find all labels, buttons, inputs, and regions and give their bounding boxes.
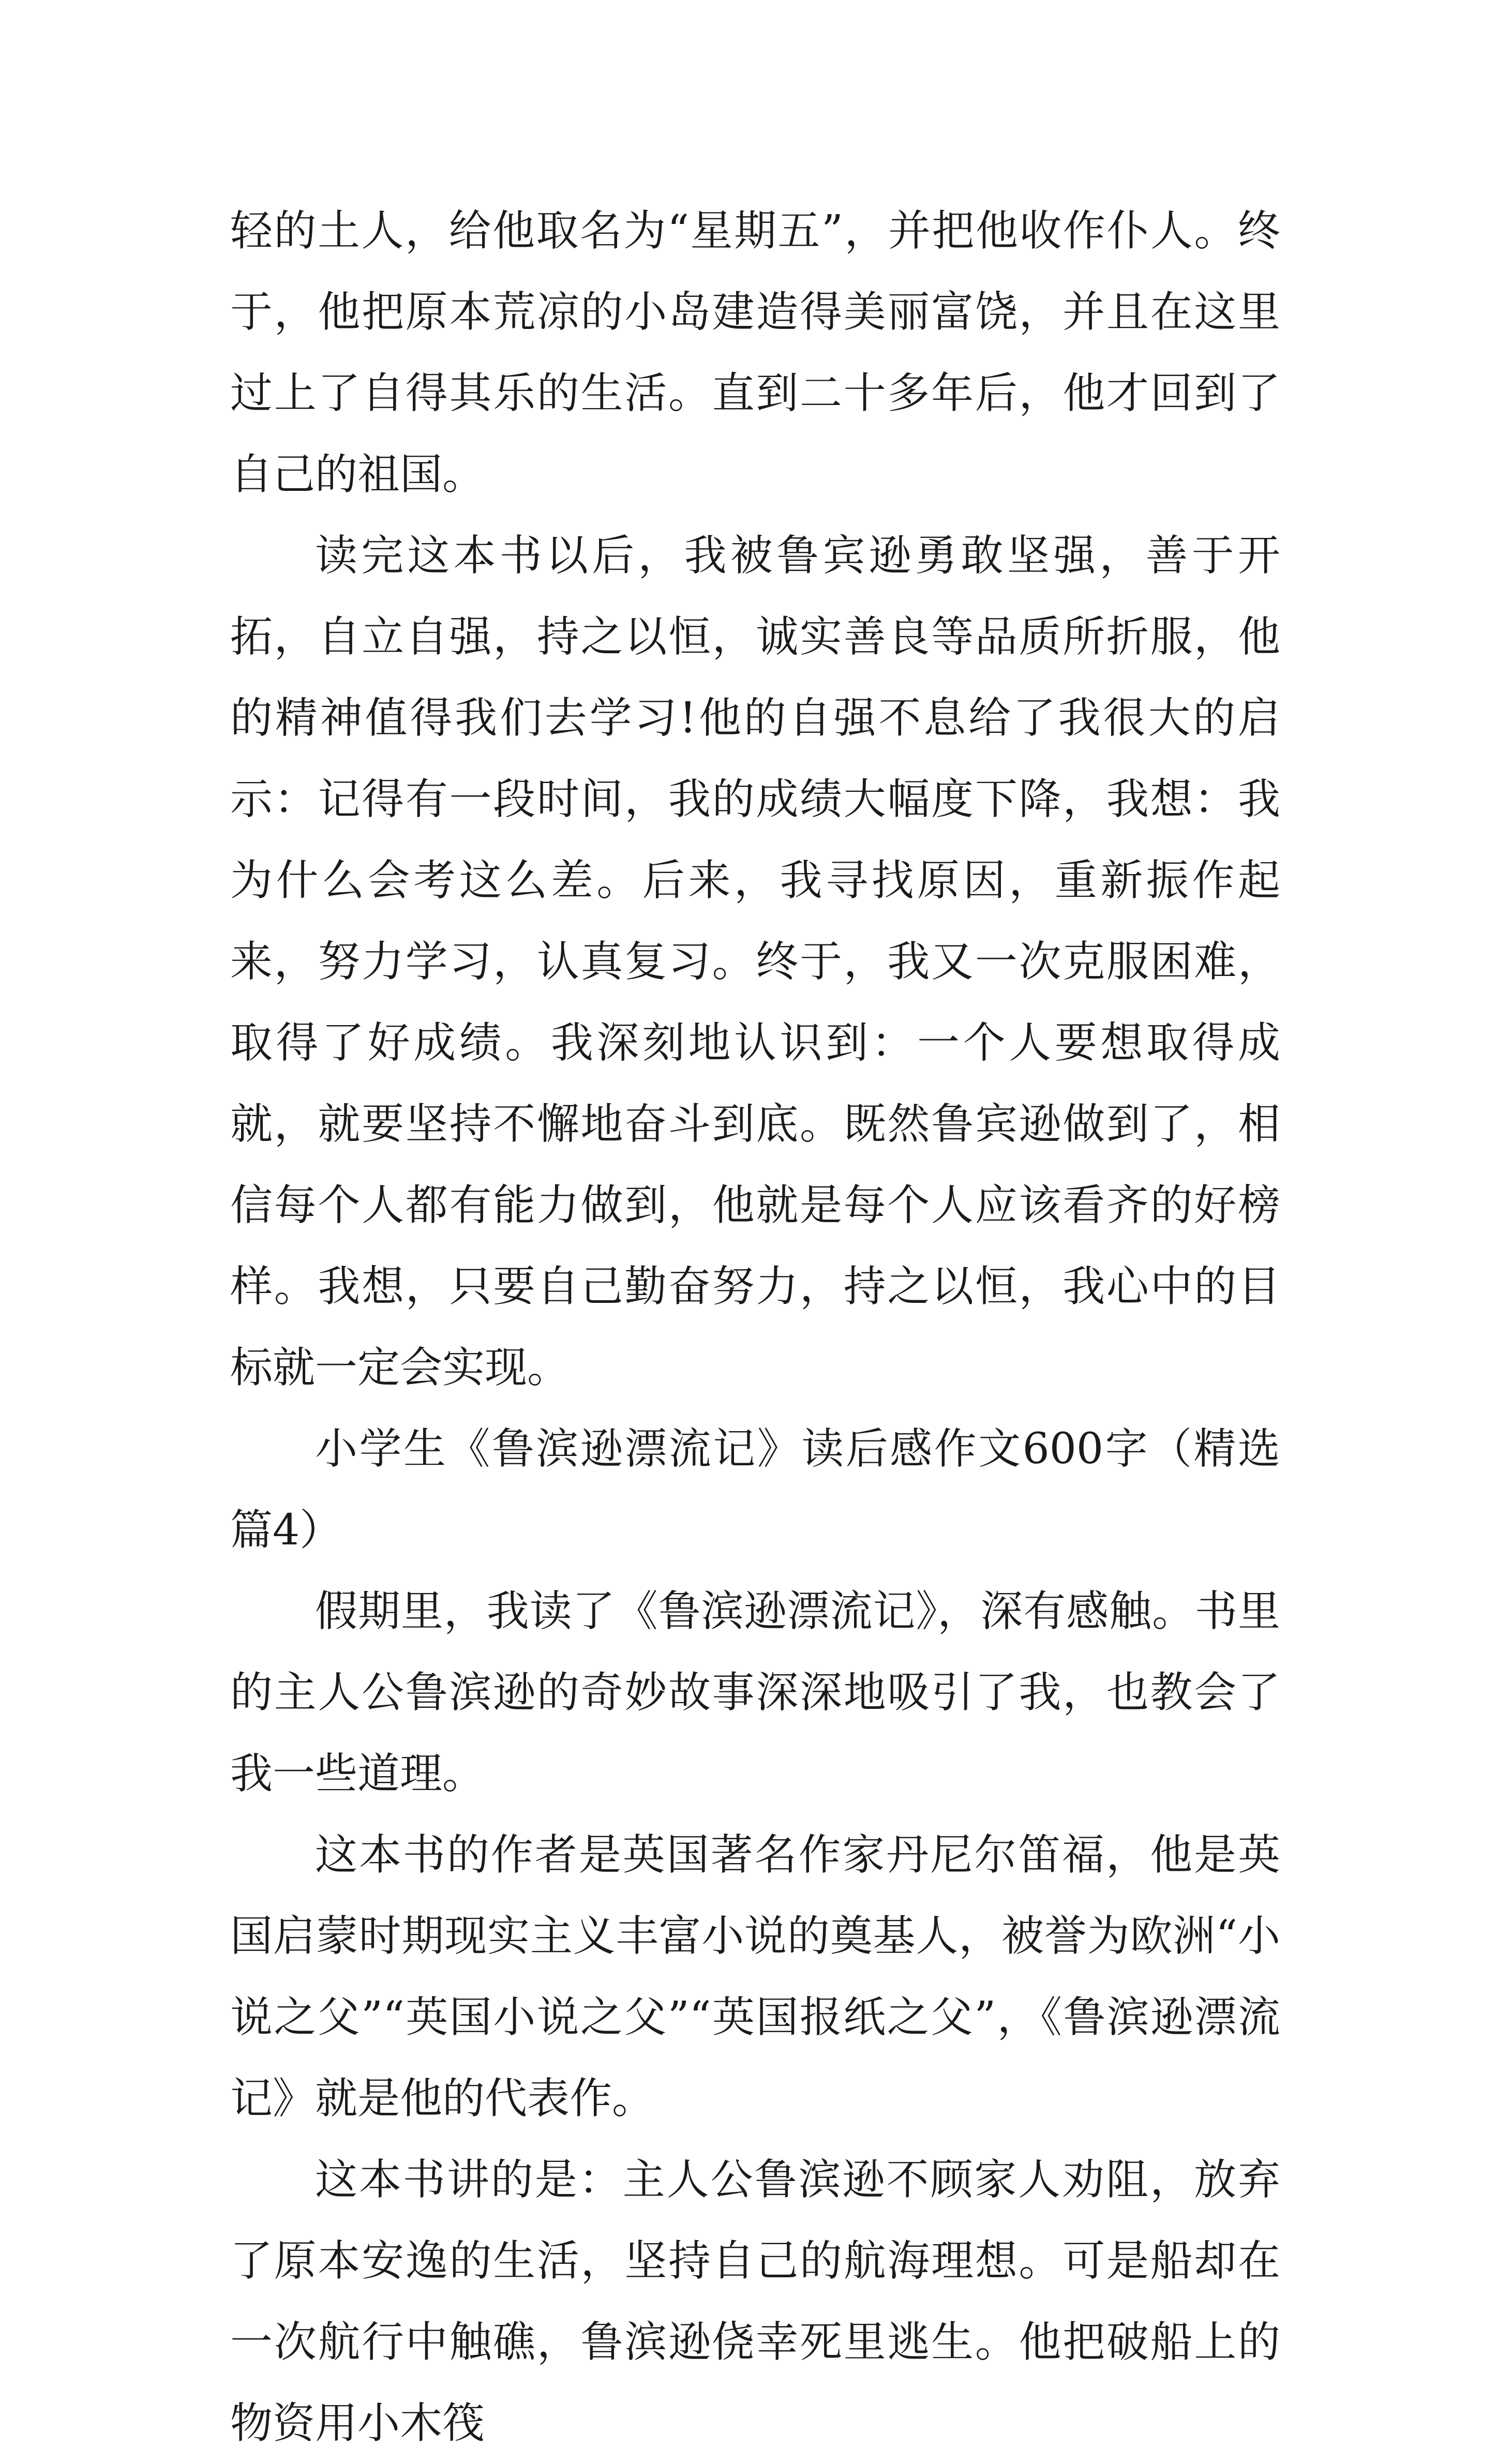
paragraph: 这本书的作者是英国著名作家丹尼尔笛福，他是英国启蒙时期现实主义丰富小说的奠基人，被誉为欧洲“小说之父”“英国小说之父”“英国报纸之父”，《鲁滨逊漂流记》就是他的代表作。	[230, 1830, 1280, 2123]
paragraph: 轻的土人，给他取名为“星期五”，并把他收作仆人。终于，他把原本荒凉的小岛建造得美丽富饶，并且在这里过上了自得其乐的生活。直到二十多年后，他才回到了自己的祖国。	[230, 206, 1280, 499]
paragraph: 这本书讲的是：主人公鲁滨逊不顾家人劝阻，放弃了原本安逸的生活，坚持自己的航海理想。可是船却在一次航行中触礁，鲁滨逊侥幸死里逃生。他把破船上的物资用小木筏	[230, 2155, 1280, 2448]
body-text	[230, 190, 1280, 2464]
section-heading: 小学生《鲁滨逊漂流记》读后感作文600字（精选篇4）	[230, 1424, 1280, 1555]
paragraph: 假期里，我读了《鲁滨逊漂流记》，深有感触。书里的主人公鲁滨逊的奇妙故事深深地吸引了我，也教会了我一些道理。	[230, 1587, 1280, 1798]
paragraph: 读完这本书以后，我被鲁宾逊勇敢坚强，善于开拓，自立自强，持之以恒，诚实善良等品质所折服，他的精神值得我们去学习!他的自强不息给了我很大的启示：记得有一段时间，我的成绩大幅度下降，我想：我为什么会考这么差。后来，我寻找原因，重新振作起来，努力学习，认真复习。终于，我又一次克服困难，取得了好成绩。我深刻地认识到：一个人要想取得成就，就要坚持不懈地奋斗到底。既然鲁宾逊做到了，相信每个人都有能力做到，他就是每个人应该看齐的好榜样。我想，只要自己勤奋努力，持之以恒，我心中的目标就一定会实现。	[230, 531, 1280, 1392]
